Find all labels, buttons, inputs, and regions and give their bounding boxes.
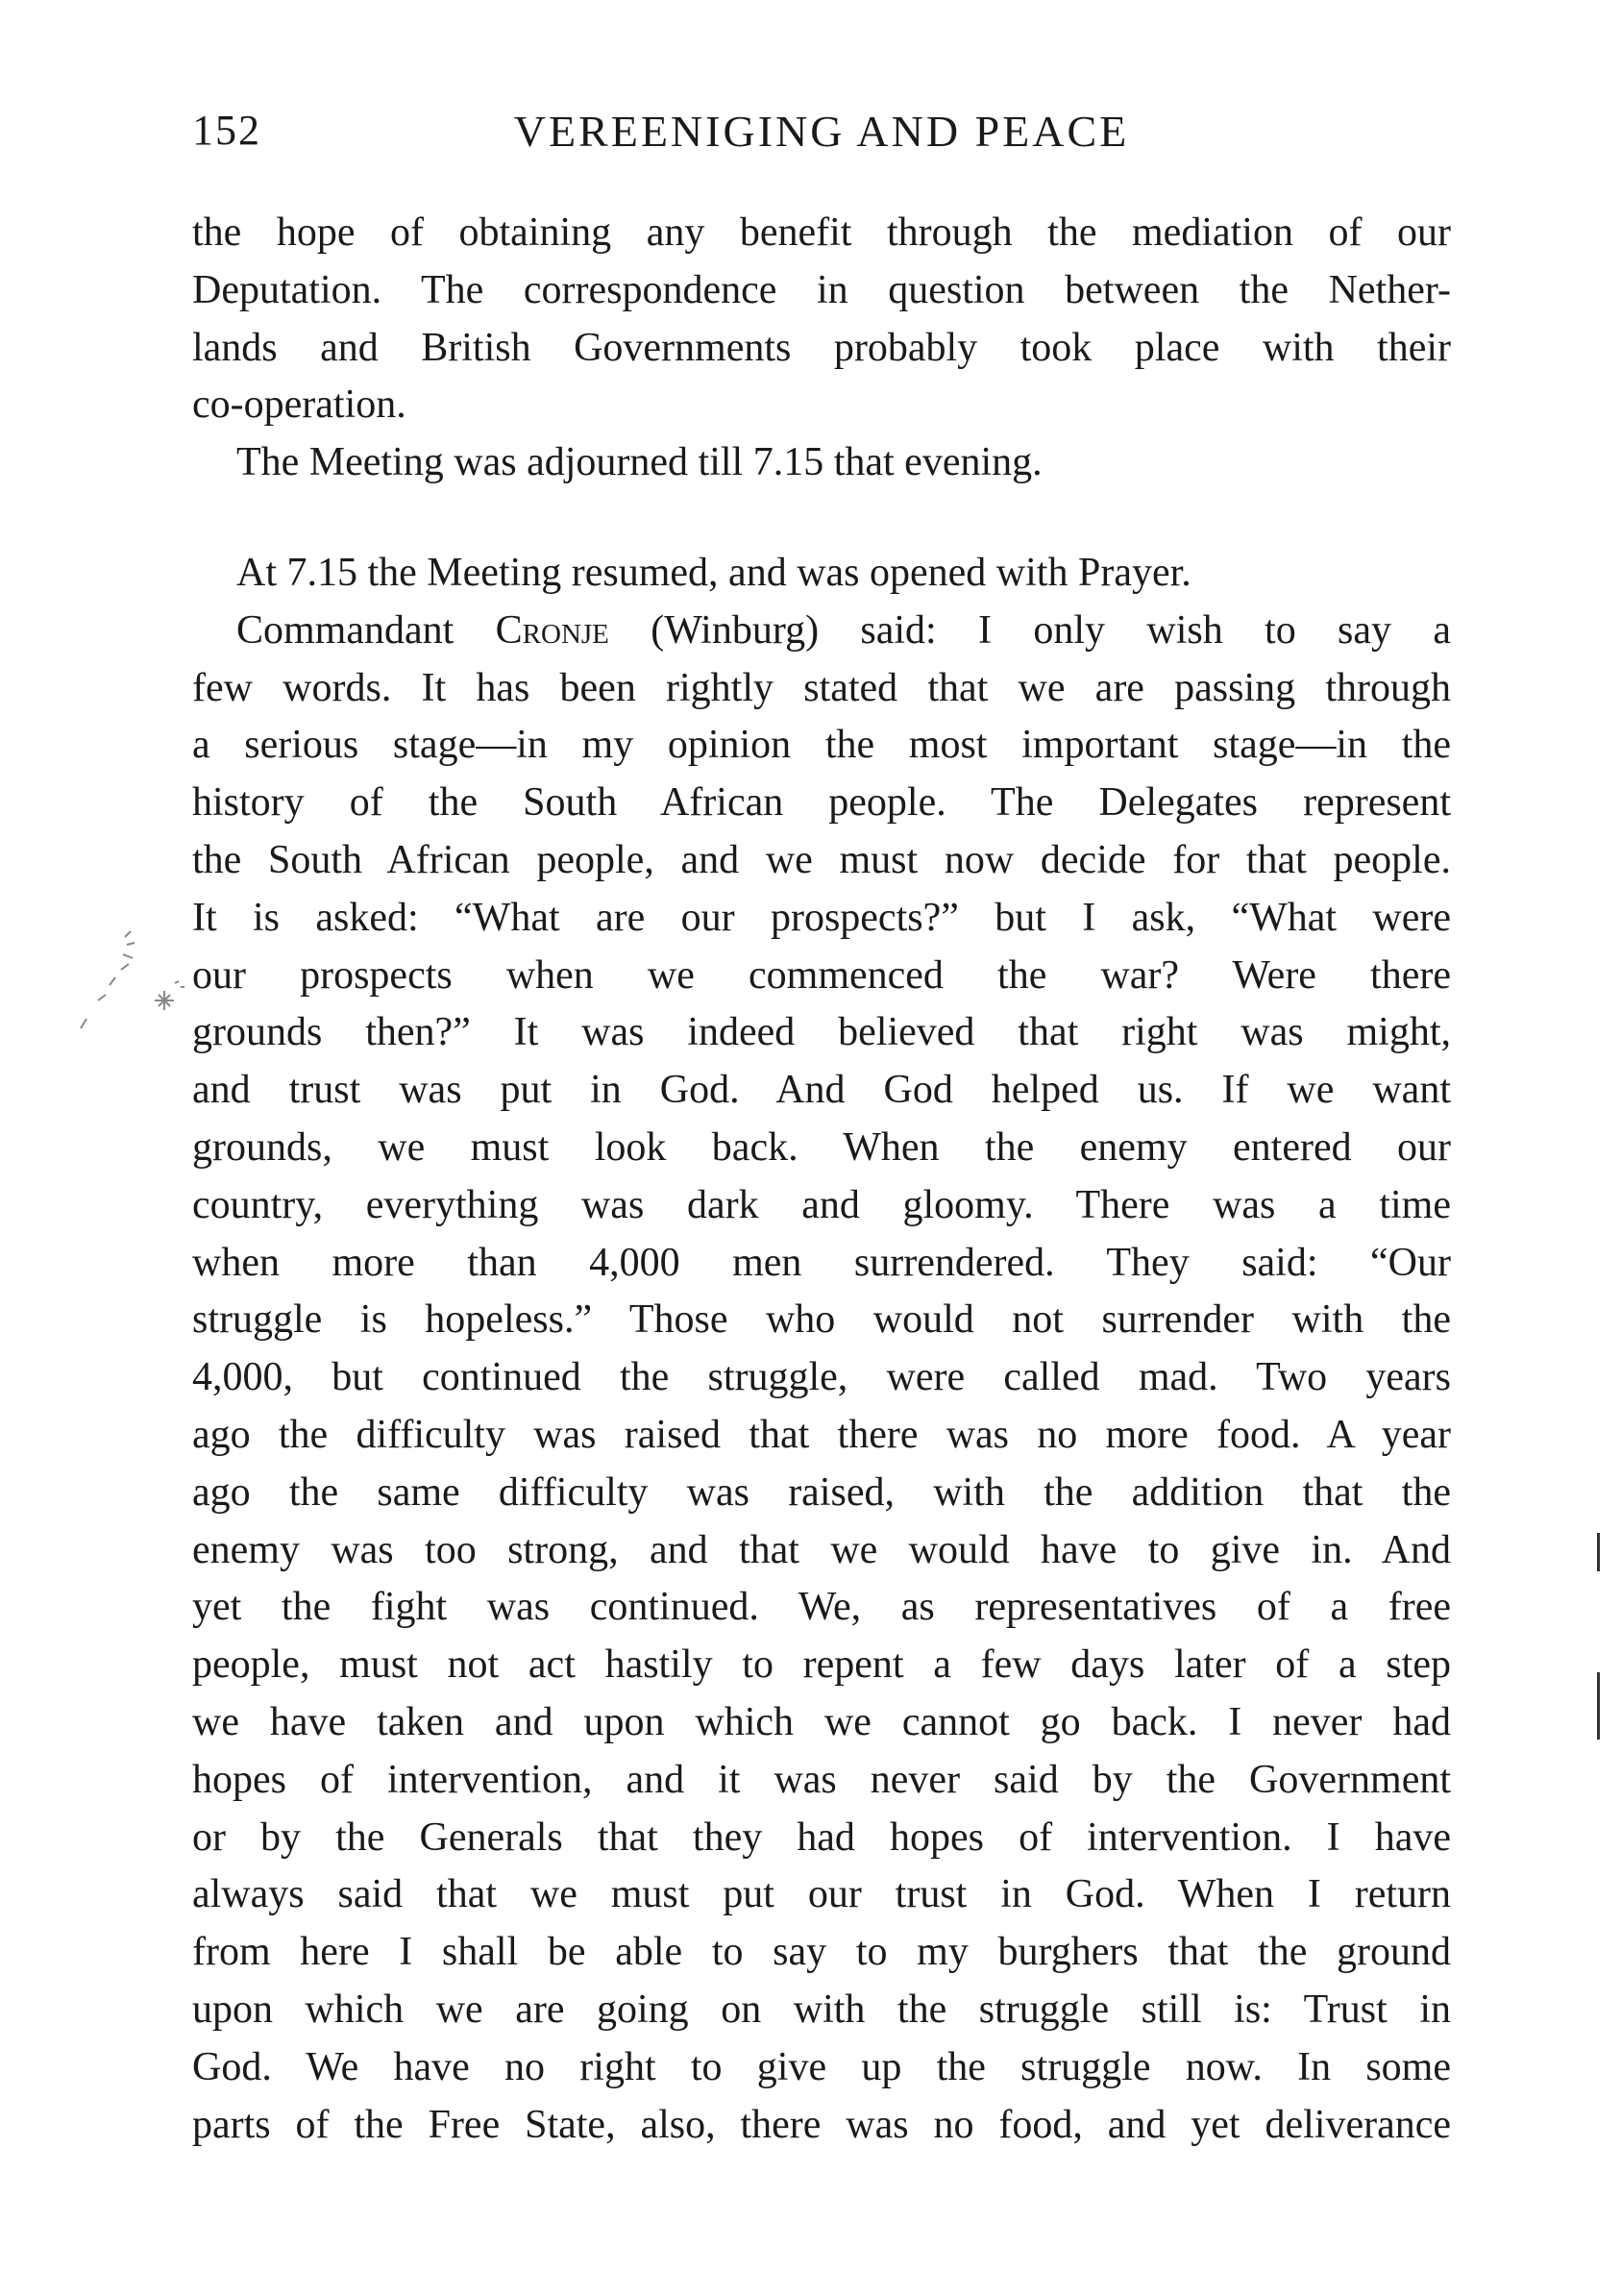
text-line: hopes of intervention, and it was never said by the Government xyxy=(192,1757,1451,1802)
text-line: our prospects when we commenced the war? Were there xyxy=(192,952,1451,998)
text-line xyxy=(192,492,1451,545)
line-text: Commandant xyxy=(236,607,496,653)
page-header xyxy=(192,106,1451,183)
text-line: yet the fight was continued. We, as representatives of a free xyxy=(192,1585,1451,1630)
text-line: 4,000, but continued the struggle, were called mad. Two years xyxy=(192,1355,1451,1400)
scan-artifact-mark xyxy=(1597,1672,1600,1740)
text-line: the South African people, and we must now decide for that people. xyxy=(192,837,1451,882)
text-line: God. We have no right to give up the struggle now. In some xyxy=(192,2044,1451,2089)
text-line: enemy was too strong, and that we would have to give in. And xyxy=(192,1527,1451,1572)
text-line: It is asked: “What are our prospects?” but I ask, “What were xyxy=(192,895,1451,940)
text-line: always said that we must put our trust in God. When I return xyxy=(192,1872,1451,1917)
text-line: we have taken and upon which we cannot go back. I never had xyxy=(192,1699,1451,1744)
text-line: grounds, we must look back. When the enemy entered our xyxy=(192,1124,1451,1170)
text-line: At 7.15 the Meeting resumed, and was opened with Prayer. xyxy=(236,550,1191,595)
text-line: co-operation. xyxy=(192,383,406,428)
running-title: VEREENIGING AND PEACE xyxy=(513,107,1130,156)
text-line: from here I shall be able to say to my burghers that the ground xyxy=(192,1930,1451,1975)
line-text: (Winburg) said: I only wish to say a xyxy=(608,607,1451,653)
text-line: parts of the Free State, also, there was no food, and yet deliverance xyxy=(192,2102,1451,2147)
text-line: Deputation. The correspondence in question between the Nether- xyxy=(192,267,1451,312)
body-text xyxy=(192,205,1451,2154)
text-line: lands and British Governments probably took place with their xyxy=(192,325,1451,370)
text-line: ago the difficulty was raised that there was no more food. A year xyxy=(192,1412,1451,1457)
text-line: grounds then?” It was indeed believed that right was might, xyxy=(192,1010,1451,1055)
scan-artifact-mark xyxy=(1597,1533,1600,1571)
text-line: the hope of obtaining any benefit through the mediation of our xyxy=(192,210,1451,255)
text-line: history of the South African people. The Delegates represent xyxy=(192,780,1451,826)
speaker-name: Cronje xyxy=(495,607,609,653)
text-line: few words. It has been rightly stated that we are passing through xyxy=(192,665,1451,710)
text-line: a serious stage—in my opinion the most important stage—in the xyxy=(192,723,1451,768)
text-line xyxy=(192,603,1451,660)
text-line: when more than 4,000 men surrendered. They said: “Our xyxy=(192,1240,1451,1285)
text-line: or by the Generals that they had hopes of intervention. I have xyxy=(192,1815,1451,1860)
text-line: people, must not act hastily to repent a few days later of a step xyxy=(192,1642,1451,1688)
text-line: upon which we are going on with the struggle still is: Trust in xyxy=(192,1987,1451,2032)
page-number: 152 xyxy=(192,107,261,154)
text-line: country, everything was dark and gloomy. There was a time xyxy=(192,1182,1451,1227)
text-line: struggle is hopeless.” Those who would not surrender with the xyxy=(192,1297,1451,1343)
text-line: ago the same difficulty was raised, with the addition that the xyxy=(192,1469,1451,1515)
margin-annotation-mark xyxy=(67,927,192,1043)
text-line: and trust was put in God. And God helped us. If we want xyxy=(192,1068,1451,1113)
text-line: The Meeting was adjourned till 7.15 that evening. xyxy=(236,440,1043,485)
